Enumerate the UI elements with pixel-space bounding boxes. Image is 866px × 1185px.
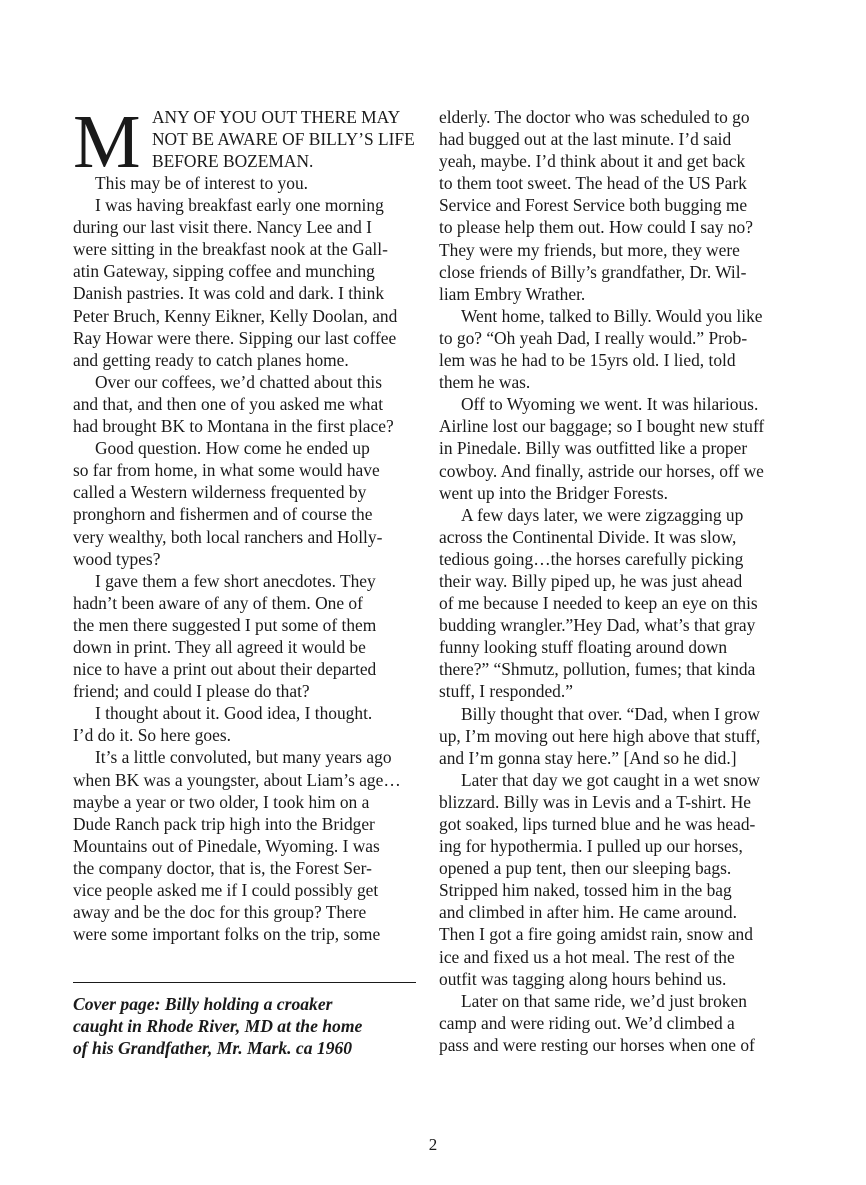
- left-column-body: [73, 172, 416, 945]
- text-line: budding wrangler.”Hey Dad, what’s that gray: [439, 615, 756, 636]
- text-line: Later that day we got caught in a wet snow: [461, 769, 760, 790]
- text-line: atin Gateway, sipping coffee and munching: [73, 261, 375, 282]
- text-line: to please help them out. How could I say no?: [439, 217, 753, 238]
- text-line: cowboy. And finally, astride our horses, off we: [439, 460, 764, 481]
- text-line: Stripped him naked, tossed him in the bag: [439, 880, 732, 901]
- text-line: vice people asked me if I could possibly get: [73, 880, 379, 900]
- text-line: got soaked, lips turned blue and he was head-: [439, 814, 756, 834]
- text-line: Over our coffees, we’d chatted about this: [95, 371, 383, 392]
- text-line: tedious going…the horses carefully picking: [439, 548, 744, 569]
- text-line: them he was.: [439, 372, 531, 393]
- text-line: ice and fixed us a hot meal. The rest of the: [439, 946, 735, 967]
- lead-line: ANY OF YOU OUT THERE MAY: [152, 107, 401, 127]
- text-line: had bugged out at the last minute. I’d said: [439, 129, 732, 150]
- text-line: in Pinedale. Billy was outfitted like a proper: [439, 438, 748, 459]
- page-number: 2: [428, 1135, 438, 1154]
- text-line: Later on that same ride, we’d just broken: [461, 990, 747, 1011]
- text-line: pronghorn and fishermen and of course the: [73, 504, 373, 525]
- text-line: outfit was tagging along hours behind us.: [439, 968, 727, 989]
- text-line: opened a pup tent, then our sleeping bags.: [439, 858, 732, 879]
- text-line: and getting ready to catch planes home.: [73, 349, 349, 370]
- text-line: Peter Bruch, Kenny Eikner, Kelly Doolan, and: [73, 305, 398, 326]
- text-line: across the Continental Divide. It was slow,: [439, 526, 737, 547]
- text-line: It’s a little convoluted, but many years ago: [95, 747, 392, 768]
- text-line: down in print. They all agreed it would be: [73, 636, 366, 657]
- caption-line: Cover page: Billy holding a croaker: [73, 994, 333, 1014]
- text-line: This may be of interest to you.: [95, 173, 308, 193]
- text-line: were some important folks on the trip, some: [73, 924, 381, 945]
- text-line: were sitting in the breakfast nook at the Gall-: [73, 239, 388, 260]
- text-line: ing for hypothermia. I pulled up our horses,: [439, 836, 743, 857]
- text-line: had brought BK to Montana in the first place?: [73, 416, 394, 437]
- text-line: of me because I needed to keep an eye on this: [439, 593, 758, 614]
- left-column: [73, 100, 416, 945]
- text-line: maybe a year or two older, I took him on a: [73, 791, 370, 812]
- text-line: and that, and then one of you asked me what: [73, 393, 384, 414]
- text-line: I was having breakfast early one morning: [95, 195, 384, 216]
- caption-line: of his Grandfather, Mr. Mark. ca 1960: [73, 1038, 353, 1059]
- text-line: went up into the Bridger Forests.: [439, 482, 668, 503]
- right-column: [439, 106, 785, 1056]
- opening-small-caps: [152, 106, 415, 172]
- text-line: and climbed in after him. He came around.: [439, 902, 737, 923]
- text-line: the company doctor, that is, the Forest Ser-: [73, 857, 372, 878]
- text-line: during our last visit there. Nancy Lee and I: [73, 217, 372, 238]
- text-line: Then I got a fire going amidst rain, snow and: [439, 924, 753, 945]
- cover-caption: [73, 993, 416, 1059]
- lead-line: NOT BE AWARE OF BILLY’S LIFE: [152, 129, 415, 150]
- text-line: wood types?: [73, 548, 161, 569]
- text-line: nice to have a print out about their departed: [73, 659, 377, 680]
- drop-cap: M: [73, 100, 141, 184]
- text-line: I thought about it. Good idea, I thought.: [95, 703, 373, 724]
- text-line: Dude Ranch pack trip high into the Bridger: [73, 813, 375, 834]
- text-line: A few days later, we were zigzagging up: [461, 504, 744, 525]
- text-line: Billy thought that over. “Dad, when I grow: [461, 703, 760, 724]
- text-line: pass and were resting our horses when one of: [439, 1034, 755, 1055]
- text-line: to them toot sweet. The head of the US Park: [439, 173, 747, 194]
- text-line: Off to Wyoming we went. It was hilarious.: [461, 394, 759, 415]
- text-line: very wealthy, both local ranchers and Holly-: [73, 526, 383, 547]
- text-line: liam Embry Wrather.: [439, 283, 586, 304]
- caption-line: caught in Rhode River, MD at the home: [73, 1016, 363, 1037]
- text-line: I’d do it. So here goes.: [73, 725, 231, 746]
- text-line: stuff, I responded.”: [439, 681, 573, 702]
- text-line: and I’m gonna stay here.” [And so he did.]: [439, 747, 737, 768]
- text-line: Service and Forest Service both bugging me: [439, 195, 748, 216]
- text-line: yeah, maybe. I’d think about it and get back: [439, 151, 746, 172]
- text-line: called a Western wilderness frequented by: [73, 482, 367, 503]
- text-line: Good question. How come he ended up: [95, 438, 370, 459]
- text-line: blizzard. Billy was in Levis and a T-shirt. He: [439, 791, 752, 812]
- text-line: up, I’m moving out here high above that stuff,: [439, 725, 761, 746]
- text-line: lem was he had to be 15yrs old. I lied, told: [439, 350, 736, 371]
- text-line: hadn’t been aware of any of them. One of: [73, 592, 363, 613]
- text-line: Went home, talked to Billy. Would you like: [461, 305, 763, 326]
- text-line: Ray Howar were there. Sipping our last coffee: [73, 327, 397, 348]
- text-line: Mountains out of Pinedale, Wyoming. I was: [73, 835, 380, 856]
- text-line: Airline lost our baggage; so I bought new stuff: [439, 416, 765, 437]
- text-line: I gave them a few short anecdotes. They: [95, 570, 376, 591]
- caption-divider: [73, 982, 416, 983]
- text-line: to go? “Oh yeah Dad, I really would.” Prob-: [439, 327, 748, 348]
- text-line: there?” “Shmutz, pollution, fumes; that kinda: [439, 659, 756, 680]
- text-line: the men there suggested I put some of them: [73, 614, 377, 635]
- text-line: away and be the doc for this group? There: [73, 902, 367, 923]
- text-line: Danish pastries. It was cold and dark. I think: [73, 283, 385, 304]
- text-line: friend; and could I please do that?: [73, 681, 310, 702]
- text-line: camp and were riding out. We’d climbed a: [439, 1012, 735, 1033]
- text-line: their way. Billy piped up, he was just ahead: [439, 570, 743, 591]
- text-line: so far from home, in what some would have: [73, 460, 380, 481]
- text-line: when BK was a youngster, about Liam’s age…: [73, 769, 401, 790]
- text-line: funny looking stuff floating around down: [439, 637, 728, 658]
- text-line: close friends of Billy’s grandfather, Dr. Wil-: [439, 261, 747, 282]
- text-line: elderly. The doctor who was scheduled to go: [439, 107, 750, 127]
- right-column-body: [439, 106, 785, 1056]
- text-line: They were my friends, but more, they were: [439, 239, 740, 260]
- lead-line: BEFORE BOZEMAN.: [152, 151, 314, 172]
